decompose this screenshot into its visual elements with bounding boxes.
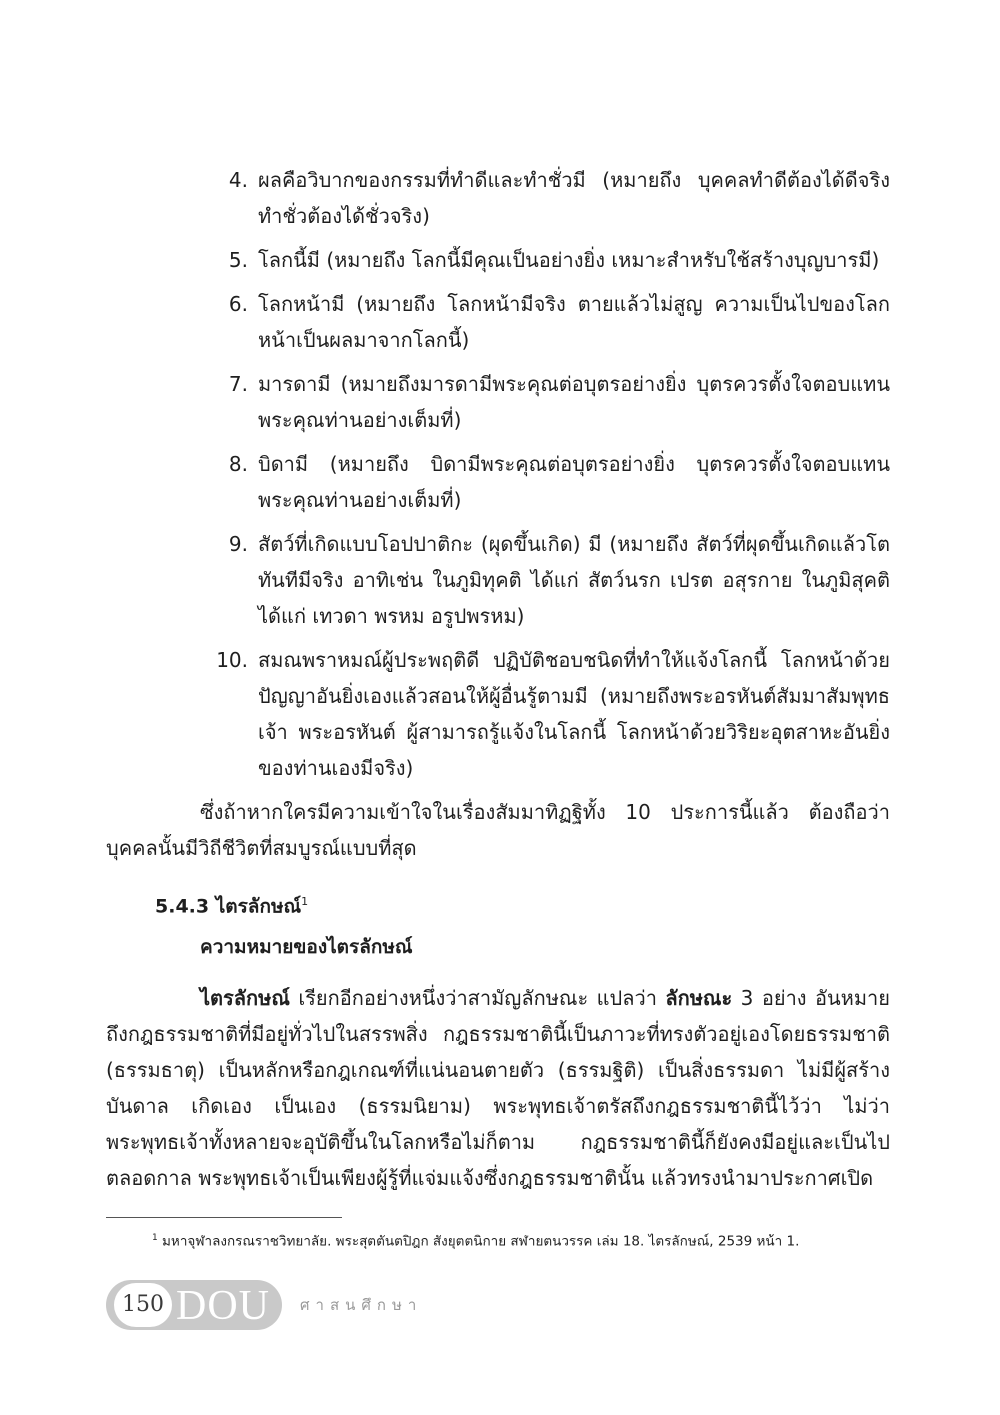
list-item-text: สัตว์ที่เกิดแบบโอปปาติกะ (ผุดขึ้นเกิด) มี (หมายถึง สัตว์ที่ผุดขึ้นเกิดแล้วโตทันทีมีจริง อาทิเช่น ในภูมิทุคติ ได้แก่ สัตว์นรก เปรต อสุรกาย ในภูมิสุคติ ได้แก่ เทวดา พรหม อรูปพรหม) — [258, 532, 890, 628]
footnote-text: มหาจุฬาลงกรณราชวิทยาลัย. พระสุตตันตปิฎก สังยุตตนิกาย สฬายตนวรรค เล่ม 18. ไตรลักษณ์, 2539 หน้า 1. — [157, 1233, 800, 1250]
definition-paragraph — [106, 980, 890, 1196]
list-item — [200, 286, 890, 358]
footnote-divider — [106, 1217, 342, 1218]
list-item — [200, 526, 890, 634]
list-item-number: 5. — [228, 248, 248, 272]
list-item — [200, 162, 890, 234]
list-item-number: 8. — [228, 452, 248, 476]
list-item — [200, 366, 890, 438]
term-trilakkhana: ไตรลักษณ์ — [200, 986, 290, 1010]
paragraph-text-2: 3 อย่าง อันหมายถึงกฎธรรมชาติที่มีอยู่ทั่วไปในสรรพสิ่ง กฎธรรมชาตินี้เป็นภาวะที่ทรงตัวอยู่เองโดยธรรมชาติ (ธรรมธาตุ) เป็นหลักหรือกฎเกณฑ์ที่แน่นอนตายตัว (ธรรมฐิติ) เป็นสิ่งธรรมดา ไม่มีผู้สร้างบันดาล เกิดเอง เป็นเอง (ธรรมนิยาม) พระพุทธเจ้าตรัสถึงกฎธรรมชาตินี้ไว้ว่า ไม่ว่าพระพุทธเจ้าทั้งหลายจะอุบัติขึ้นในโลกหรือไม่ก็ตาม กฎธรรมชาตินี้ก็ยังคงมีอยู่และเป็นไปตลอดกาล พระพุทธเจ้าเป็นเพียงผู้รู้ที่แจ่มแจ้งซึ่งกฎธรรมชาตินั้น แล้วทรงนำมาประกาศเปิด — [106, 986, 891, 1190]
footnote-marker: 1 — [152, 1233, 158, 1243]
paragraph-text-1: เรียกอีกอย่างหนึ่งว่าสามัญลักษณะ แปลว่า — [289, 986, 666, 1010]
page-number: 150 — [114, 1283, 172, 1327]
term-lakkhana: ลักษณะ — [665, 986, 733, 1010]
list-item — [200, 446, 890, 518]
list-item-number: 6. — [228, 292, 248, 316]
summary-paragraph: ซึ่งถ้าหากใครมีความเข้าใจในเรื่องสัมมาทิฏฐิทั้ง 10 ประการนี้แล้ว ต้องถือว่าบุคคลนั้นมีวิถีชีวิตที่สมบูรณ์แบบที่สุด — [106, 800, 890, 860]
list-item-text: มารดามี (หมายถึงมารดามีพระคุณต่อบุตรอย่างยิ่ง บุตรควรตั้งใจตอบแทนพระคุณท่านอย่างเต็มที่) — [258, 372, 890, 432]
list-item — [200, 242, 890, 278]
list-item-text: สมณพราหมณ์ผู้ประพฤติดี ปฏิบัติชอบชนิดที่ทำให้แจ้งโลกนี้ โลกหน้าด้วยปัญญาอันยิ่งเองแล้วสอนให้ผู้อื่นรู้ตามมี (หมายถึงพระอรหันต์สัมมาสัมพุทธเจ้า พระอรหันต์ ผู้สามารถรู้แจ้งในโลกนี้ โลกหน้าด้วยวิริยะอุตสาหะอันยิ่งของท่านเองมีจริง) — [258, 648, 890, 780]
list-item-number: 4. — [228, 168, 248, 192]
course-title: ศาสนศึกษา — [300, 1296, 423, 1314]
list-item-text: โลกหน้ามี (หมายถึง โลกหน้ามีจริง ตายแล้วไม่สูญ ความเป็นไปของโลกหน้าเป็นผลมาจากโลกนี้) — [258, 292, 890, 352]
list-item-number: 9. — [228, 532, 248, 556]
list-item-number: 7. — [228, 372, 248, 396]
list-item — [200, 642, 890, 786]
footnote — [106, 1226, 890, 1254]
section-title: 5.4.3 ไตรลักษณ์ — [155, 895, 302, 918]
list-item-text: บิดามี (หมายถึง บิดามีพระคุณต่อบุตรอย่างยิ่ง บุตรควรตั้งใจตอบแทนพระคุณท่านอย่างเต็มที่) — [258, 452, 890, 512]
section-heading — [155, 888, 308, 920]
list-item-text: ผลคือวิบากของกรรมที่ทำดีและทำชั่วมี (หมายถึง บุคคลทำดีต้องได้ดีจริง ทำชั่วต้องได้ชั่วจริง) — [258, 168, 890, 228]
dou-logo: DOU — [176, 1283, 270, 1329]
list-item-text: โลกนี้มี (หมายถึง โลกนี้มีคุณเป็นอย่างยิ่ง เหมาะสำหรับใช้สร้างบุญบารมี) — [258, 248, 880, 272]
numbered-list — [200, 162, 890, 794]
footnote-ref: 1 — [301, 895, 309, 908]
list-item-number: 10. — [216, 648, 248, 672]
subheading: ความหมายของไตรลักษณ์ — [200, 936, 413, 958]
